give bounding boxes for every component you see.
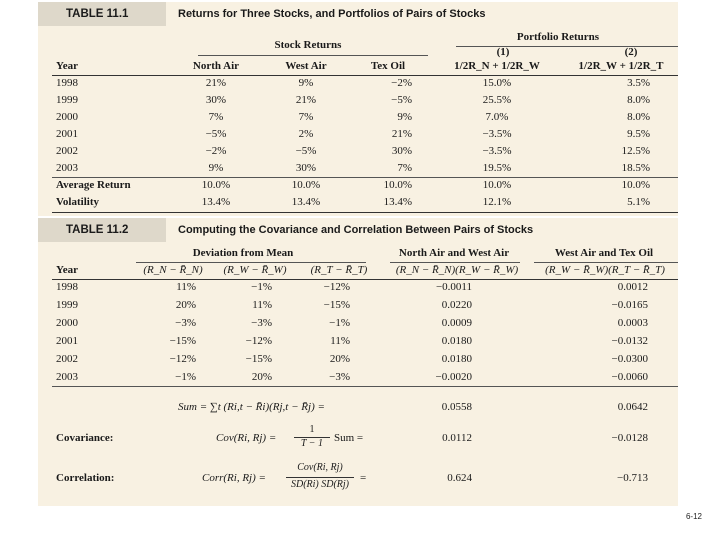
cov-frac-den: T − 1: [300, 438, 324, 449]
cell-p1: −3.5%: [482, 145, 512, 157]
cell-north: −2%: [205, 145, 227, 157]
cell-year: 2003: [56, 371, 78, 383]
sum-nw: 0.0558: [441, 401, 472, 413]
cell-year: 2001: [56, 128, 78, 140]
cell-west: 30%: [295, 162, 317, 174]
avg-p1: 10.0%: [482, 179, 512, 191]
cov-nw: 0.0112: [442, 432, 472, 444]
cell-product-nw: −0.0011: [435, 281, 472, 293]
col-year: Year: [56, 264, 78, 276]
table-title-bar: [38, 218, 678, 242]
corr-nw: 0.624: [447, 472, 472, 484]
header-rule: [52, 279, 678, 280]
sum-formula: Sum = ∑t (Ri,t − R̄i)(Rj,t − R̄j) =: [178, 401, 325, 413]
col-portfolio-1: 1/2R_N + 1/2R_W: [454, 60, 540, 72]
sum-wt: 0.0642: [617, 401, 648, 413]
cell-year: 1998: [56, 281, 78, 293]
cell-dev-west: −3%: [251, 317, 272, 329]
table-label: TABLE 11.2: [38, 218, 166, 242]
cov-formula-right: Sum =: [334, 432, 364, 444]
cell-dev-north: −12%: [169, 353, 196, 365]
cell-year: 2001: [56, 335, 78, 347]
cell-product-wt: 0.0003: [617, 317, 648, 329]
group-stock-returns: Stock Returns: [274, 39, 342, 51]
cov-label: Covariance:: [56, 432, 114, 444]
table-11-1: [38, 2, 678, 216]
group-north-west: North Air and West Air: [398, 247, 510, 259]
cell-product-nw: 0.0180: [441, 353, 472, 365]
cell-year: 2003: [56, 162, 78, 174]
cov-wt: −0.0128: [611, 432, 648, 444]
header-rule: [52, 75, 678, 76]
cell-year: 2002: [56, 145, 78, 157]
group-west-tex: West Air and Tex Oil: [554, 247, 654, 259]
cell-product-wt: −0.0165: [611, 299, 648, 311]
body-rule: [52, 386, 678, 387]
vol-west: 13.4%: [291, 196, 321, 208]
col-p1-num: (1): [496, 46, 510, 58]
col-product-nw: (R_N − R̄_N)(R_W − R̄_W): [395, 264, 519, 276]
avg-label: Average Return: [56, 179, 131, 191]
avg-p2: 10.0%: [621, 179, 650, 191]
corr-label: Correlation:: [56, 472, 115, 484]
cell-north: 9%: [208, 162, 224, 174]
vol-north: 13.4%: [201, 196, 231, 208]
table-11-2: [38, 218, 678, 506]
cell-tex: −2%: [391, 77, 412, 89]
cell-p2: 9.5%: [627, 128, 650, 140]
cell-year: 1998: [56, 77, 78, 89]
col-product-wt: (R_W − R̄_W)(R_T − R̄_T): [545, 264, 665, 276]
cell-p1: −3.5%: [482, 128, 512, 140]
cell-p2: 8.0%: [627, 111, 650, 123]
cell-year: 1999: [56, 299, 78, 311]
cell-year: 2000: [56, 317, 78, 329]
col-year: Year: [56, 60, 78, 72]
col-north-air: North Air: [192, 60, 240, 72]
cell-year: 2000: [56, 111, 78, 123]
table-title-bar: [38, 2, 678, 26]
col-portfolio-2: 1/2R_W + 1/2R_T: [578, 60, 664, 72]
col-dev-tex: (R_T − R̄_T): [310, 264, 368, 276]
cell-dev-west: −1%: [251, 281, 272, 293]
cell-west: 7%: [298, 111, 314, 123]
cell-dev-west: −15%: [245, 353, 272, 365]
cell-year: 2002: [56, 353, 78, 365]
cell-p2: 18.5%: [621, 162, 650, 174]
cell-dev-west: 20%: [251, 371, 272, 383]
cell-dev-tex: −1%: [329, 317, 350, 329]
cell-dev-tex: −3%: [329, 371, 350, 383]
group-rule: [136, 262, 366, 263]
cell-product-nw: 0.0009: [441, 317, 472, 329]
cell-p1: 15.0%: [482, 77, 512, 89]
table-label: TABLE 11.1: [38, 2, 166, 26]
group-rule: [198, 55, 428, 56]
cell-dev-west: −12%: [245, 335, 272, 347]
cell-tex: 21%: [391, 128, 412, 140]
group-rule: [534, 262, 678, 263]
cell-north: 21%: [205, 77, 227, 89]
cell-dev-north: −3%: [175, 317, 196, 329]
cell-west: −5%: [295, 145, 317, 157]
avg-tex: 10.0%: [383, 179, 412, 191]
vol-p1: 12.1%: [482, 196, 512, 208]
col-dev-north: (R_N − R̄_N): [143, 264, 203, 276]
cell-tex: 7%: [397, 162, 412, 174]
group-rule: [390, 262, 520, 263]
corr-frac-den: SD(Ri) SD(Rj): [290, 479, 350, 490]
cell-dev-north: 20%: [175, 299, 196, 311]
col-dev-west: (R_W − R̄_W): [223, 264, 287, 276]
corr-formula-right: =: [360, 472, 367, 484]
cell-p1: 19.5%: [482, 162, 512, 174]
cell-product-wt: −0.0300: [611, 353, 648, 365]
cell-dev-tex: −12%: [323, 281, 350, 293]
cell-product-wt: −0.0132: [611, 335, 648, 347]
cell-tex: 9%: [397, 111, 412, 123]
bottom-rule: [52, 212, 678, 213]
cell-p2: 12.5%: [621, 145, 650, 157]
cell-dev-north: 11%: [176, 281, 196, 293]
cov-formula-left: Cov(Ri, Rj) =: [216, 432, 277, 444]
cell-dev-tex: 20%: [329, 353, 350, 365]
cell-p2: 3.5%: [627, 77, 650, 89]
col-p2-num: (2): [624, 46, 638, 58]
cell-product-wt: −0.0060: [611, 371, 648, 383]
fraction-bar: [286, 477, 354, 478]
page-number: 6-12: [685, 512, 702, 521]
table-title: Returns for Three Stocks, and Portfolios of Pairs of Stocks: [178, 8, 486, 20]
vol-p2: 5.1%: [627, 196, 650, 208]
cell-p1: 7.0%: [485, 111, 509, 123]
cell-dev-west: 11%: [252, 299, 272, 311]
col-west-air: West Air: [285, 60, 327, 72]
cov-frac-num: 1: [309, 424, 315, 435]
cell-tex: −5%: [391, 94, 412, 106]
group-deviation-from-mean: Deviation from Mean: [192, 247, 294, 259]
cell-product-nw: −0.0020: [435, 371, 472, 383]
cell-dev-north: −15%: [169, 335, 196, 347]
corr-wt: −0.713: [617, 472, 648, 484]
cell-p1: 25.5%: [482, 94, 512, 106]
cell-product-wt: 0.0012: [617, 281, 648, 293]
cell-north: 7%: [208, 111, 224, 123]
cell-tex: 30%: [391, 145, 412, 157]
cell-p2: 8.0%: [627, 94, 650, 106]
col-tex-oil: Tex Oil: [370, 60, 406, 72]
table-title: Computing the Covariance and Correlation Between Pairs of Stocks: [178, 224, 534, 236]
cell-north: −5%: [205, 128, 227, 140]
group-portfolio-returns: Portfolio Returns: [516, 31, 600, 43]
cell-dev-tex: −15%: [323, 299, 350, 311]
avg-north: 10.0%: [201, 179, 231, 191]
cell-north: 30%: [205, 94, 227, 106]
cell-west: 21%: [295, 94, 317, 106]
cell-dev-north: −1%: [175, 371, 196, 383]
cell-dev-tex: 11%: [330, 335, 350, 347]
body-rule: [52, 177, 678, 178]
cell-west: 2%: [298, 128, 314, 140]
cell-year: 1999: [56, 94, 78, 106]
vol-tex: 13.4%: [383, 196, 412, 208]
cell-product-nw: 0.0180: [441, 335, 472, 347]
corr-frac-num: Cov(Ri, Rj): [297, 462, 343, 473]
avg-west: 10.0%: [291, 179, 321, 191]
cell-product-nw: 0.0220: [441, 299, 472, 311]
corr-formula-left: Corr(Ri, Rj) =: [202, 472, 266, 484]
vol-label: Volatility: [56, 196, 99, 208]
cell-west: 9%: [298, 77, 314, 89]
